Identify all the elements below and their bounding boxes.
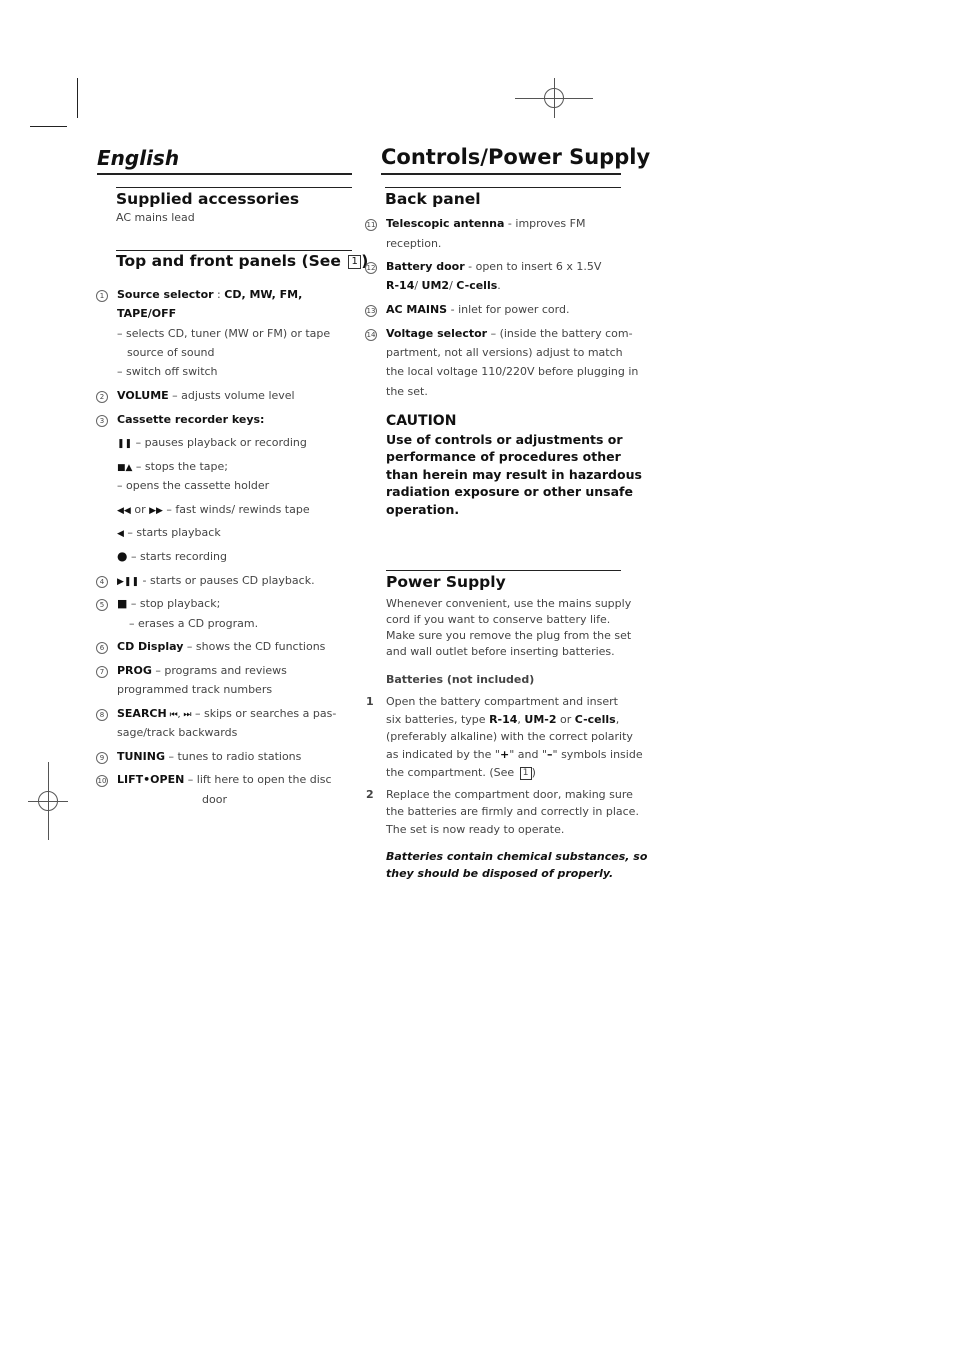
wind-keys [117, 500, 310, 522]
lift-open-desc: – lift here to open the disc [184, 773, 332, 786]
step-2-line-1: Replace the compartment door, making sure [386, 788, 633, 801]
tuning-desc: – tunes to radio stations [164, 750, 302, 763]
prog-desc-2: programmed track numbers [117, 683, 273, 696]
antenna-desc: - improves FM [504, 217, 586, 230]
crop-mark-horizontal [30, 126, 67, 127]
voltage-desc-3: the local voltage 110/220V before plugging in [386, 365, 639, 378]
tuning-item [117, 747, 301, 767]
prog-label: PROG [117, 664, 152, 677]
source-selector-desc-1: – selects CD, tuner (MW or FM) or tape [117, 327, 331, 340]
page-title: Controls/Power Supply [381, 145, 651, 169]
item-number-11: 11 [366, 221, 376, 229]
volume-desc: – adjusts volume level [168, 389, 295, 402]
caution-line-3: than herein may result in hazardous [386, 467, 642, 482]
voltage-desc-2: partment, not all versions) adjust to match [386, 346, 623, 359]
supplied-heading: Supplied accessories [116, 190, 300, 208]
prog-desc: – programs and reviews [151, 664, 287, 677]
source-selector-options: CD, MW, FM, [224, 288, 303, 301]
step-1-line-5 [386, 764, 536, 782]
back-panel-heading: Back panel [385, 190, 481, 208]
fast-forward-icon: ▶▶ [149, 506, 163, 516]
cd-play-pause-desc: - starts or pauses CD playback. [139, 574, 315, 587]
or-text: or [130, 503, 150, 516]
record-desc: – starts recording [127, 550, 227, 563]
item-number-14: 14 [366, 331, 376, 339]
figure-ref: 1 [348, 255, 361, 269]
battery-types [386, 276, 501, 296]
voltage-desc-4: the set. [386, 385, 428, 398]
batteries-heading: Batteries (not included) [386, 673, 535, 686]
caution-line-5: operation. [386, 502, 460, 517]
item-number-12: 12 [366, 264, 376, 272]
cd-erase-desc: – erases a CD program. [129, 617, 259, 630]
rewind-icon: ◀◀ [117, 506, 131, 516]
play-icon: ◀ [117, 529, 124, 539]
polarity-text-1: as indicated by the " [386, 748, 500, 761]
record-key [117, 547, 227, 567]
power-supply-rule [386, 570, 621, 571]
header-rule-right [381, 173, 621, 175]
close-paren: ) [531, 766, 536, 779]
see-text: the compartment. (See [386, 766, 518, 779]
play-desc: – starts playback [123, 526, 221, 539]
voltage-selector-desc: – (inside the battery com- [487, 327, 633, 340]
ac-mains-label: AC MAINS [386, 303, 448, 316]
step-1-text: six batteries, type [386, 713, 490, 726]
source-selector-label: Source selector [117, 288, 214, 301]
pause-icon: ❚❚ [117, 439, 133, 449]
search-label: SEARCH [117, 707, 167, 720]
slash-1: / [414, 279, 422, 292]
header-rule-left [97, 173, 352, 175]
ac-mains-desc: - inlet for power cord. [447, 303, 570, 316]
polarity-text-2: " and " [509, 748, 548, 761]
item-number-1: 1 [96, 290, 108, 302]
panels-heading [116, 252, 368, 270]
cd-stop [117, 594, 220, 614]
stop-eject-icon: ■▲ [117, 463, 133, 473]
type-r14: R-14 [489, 713, 518, 726]
lift-open-desc-2: door [202, 793, 227, 806]
cd-display-label: CD Display [117, 640, 184, 653]
step-2-line-2: the batteries are firmly and correctly in place. [386, 805, 639, 818]
supplied-item: AC mains lead [116, 211, 195, 224]
registration-mark-left [28, 762, 68, 840]
power-para-2: cord if you want to conserve battery life. [386, 613, 611, 626]
figure-ref-2: 1 [520, 767, 532, 780]
battery-door [386, 257, 601, 277]
separator: : [213, 288, 225, 301]
item-number-7: 7 [96, 666, 108, 678]
cd-display-desc: – shows the CD functions [183, 640, 326, 653]
item-number-9: 9 [96, 752, 108, 764]
step-number-2: 2 [366, 788, 374, 801]
registration-mark-top [515, 78, 593, 118]
type-um2: UM-2 [524, 713, 557, 726]
eject-desc: – opens the cassette holder [117, 479, 270, 492]
step-number-1: 1 [366, 695, 374, 708]
wind-desc: – fast winds/ rewinds tape [162, 503, 310, 516]
source-selector-desc-3: – switch off switch [117, 365, 218, 378]
caution-line-2: performance of procedures other [386, 449, 621, 464]
item-number-5: 5 [96, 599, 108, 611]
panels-rule [116, 250, 352, 251]
ac-mains [386, 300, 569, 320]
battery-door-desc: - open to insert 6 x 1.5V [464, 260, 602, 273]
back-panel-rule [385, 187, 621, 188]
antenna-desc-2: reception. [386, 237, 442, 250]
stop-desc: – stops the tape; [132, 460, 228, 473]
power-para-4: and wall outlet before inserting batteries. [386, 645, 615, 658]
battery-type-r14: R-14 [386, 279, 415, 292]
source-selector-options-2: TAPE/OFF [117, 307, 177, 320]
caution-line-1: Use of controls or adjustments or [386, 432, 623, 447]
caution-line-4: radiation exposure or other unsafe [386, 484, 633, 499]
skip-icons: ⏮, ⏭ [166, 710, 192, 720]
tuning-label: TUNING [117, 750, 165, 763]
antenna-label: Telescopic antenna [386, 217, 505, 230]
search-desc-2: sage/track backwards [117, 726, 238, 739]
voltage-selector [386, 324, 633, 344]
source-selector [117, 285, 302, 305]
cd-display [117, 637, 325, 657]
panels-heading-text: Top and front panels (See [116, 252, 347, 270]
step-1-line-4 [386, 746, 643, 764]
volume-label: VOLUME [117, 389, 169, 402]
cd-stop-desc: – stop playback; [127, 597, 221, 610]
stop-icon: ■ [117, 597, 128, 610]
caution-heading: CAUTION [386, 413, 457, 429]
polarity-text-3: " symbols inside [552, 748, 643, 761]
plus-symbol: + [499, 748, 510, 761]
disposal-note-2: they should be disposed of properly. [386, 867, 614, 880]
volume-item [117, 386, 295, 406]
cd-play-pause [117, 571, 315, 593]
voltage-selector-label: Voltage selector [386, 327, 488, 340]
power-supply-heading: Power Supply [386, 573, 506, 591]
item-number-3: 3 [96, 415, 108, 427]
crop-mark-vertical [77, 78, 78, 118]
power-para-1: Whenever convenient, use the mains supply [386, 597, 632, 610]
step-1-line-2 [386, 711, 619, 729]
battery-type-c: C-cells [456, 279, 498, 292]
step-2-line-3: The set is now ready to operate. [386, 823, 565, 836]
minus-symbol: – [547, 748, 553, 761]
slash-2: / [449, 279, 457, 292]
pause-desc: – pauses playback or recording [132, 436, 307, 449]
or-word: or [556, 713, 575, 726]
prog-item [117, 661, 287, 681]
item-number-10: 10 [97, 777, 107, 785]
lift-open-label: LIFT•OPEN [117, 773, 185, 786]
language-label: English [97, 146, 180, 170]
type-c-cells: C-cells [574, 713, 616, 726]
search-desc: – skips or searches a pas- [191, 707, 337, 720]
battery-type-um2: UM2 [421, 279, 450, 292]
period: . [497, 279, 501, 292]
play-key [117, 523, 221, 545]
cassette-keys-label: Cassette recorder keys: [117, 413, 265, 426]
item-number-4: 4 [96, 576, 108, 588]
disposal-note-1: Batteries contain chemical substances, so [386, 850, 648, 863]
step-1-line-1: Open the battery compartment and insert [386, 695, 618, 708]
step-1-line-3: (preferably alkaline) with the correct polarity [386, 730, 633, 743]
pause-key [117, 433, 307, 455]
lift-open-item [117, 770, 332, 790]
play-pause-icon: ▶❚❚ [117, 577, 140, 587]
item-number-2: 2 [96, 391, 108, 403]
comma: , [517, 713, 525, 726]
item-number-13: 13 [366, 307, 376, 315]
item-number-6: 6 [96, 642, 108, 654]
battery-door-label: Battery door [386, 260, 465, 273]
power-para-3: Make sure you remove the plug from the set [386, 629, 632, 642]
supplied-rule [116, 187, 352, 188]
panels-heading-close: ) [361, 252, 369, 270]
record-icon: ● [117, 549, 128, 563]
item-number-8: 8 [96, 709, 108, 721]
comma-2: , [615, 713, 620, 726]
source-selector-desc-2: source of sound [127, 346, 215, 359]
telescopic-antenna [386, 214, 585, 234]
